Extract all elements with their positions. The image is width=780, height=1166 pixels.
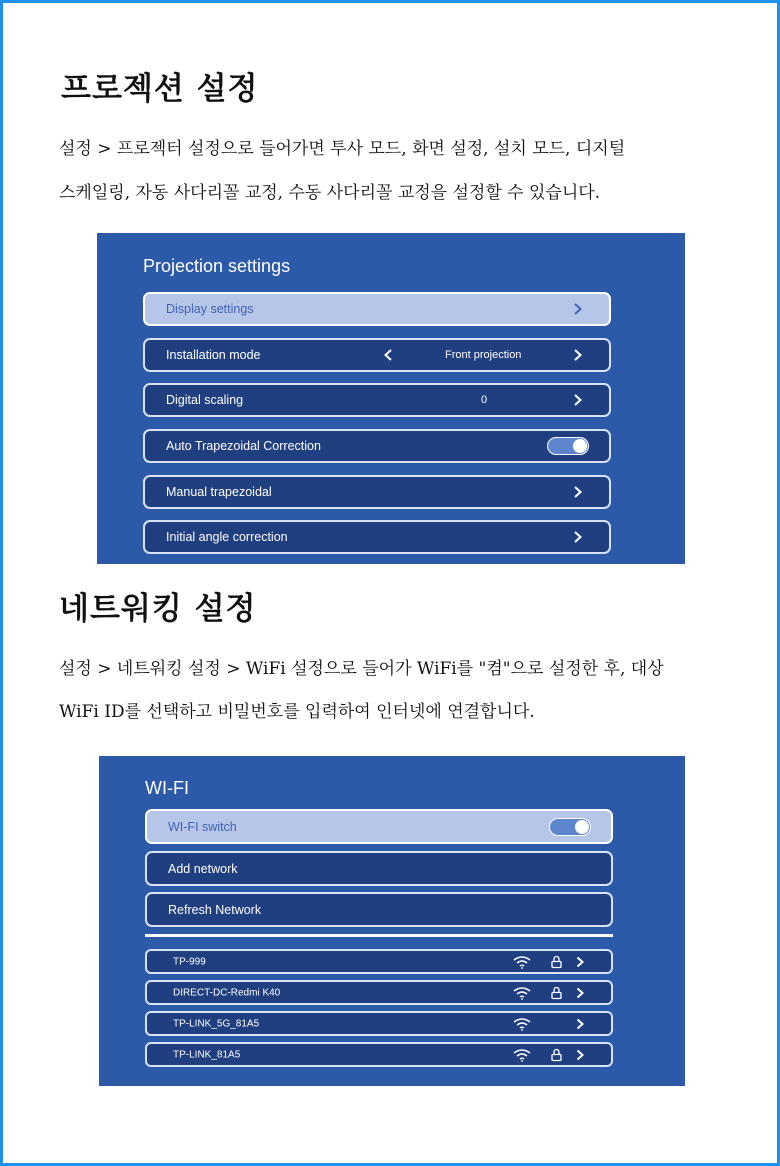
chevron-right-icon xyxy=(575,987,585,999)
chevron-right-icon[interactable] xyxy=(572,349,583,362)
lock-icon xyxy=(551,986,562,999)
projection-heading: 프로젝션 설정 xyxy=(61,71,259,107)
toggle-knob xyxy=(573,439,587,453)
installation-mode-value: Front projection xyxy=(445,349,522,361)
chevron-right-icon xyxy=(572,531,583,544)
wifi-ssid: TP-LINK_81A5 xyxy=(173,1049,241,1060)
wifi-ssid: TP-LINK_5G_81A5 xyxy=(173,1018,260,1029)
initial-angle-item[interactable] xyxy=(143,520,611,554)
initial-angle-label: Initial angle correction xyxy=(166,530,288,544)
display-settings-label: Display settings xyxy=(166,302,254,316)
installation-mode-item[interactable] xyxy=(143,338,611,372)
wifi-switch-toggle[interactable] xyxy=(549,818,591,836)
auto-trapezoidal-item[interactable] xyxy=(143,429,611,463)
wifi-switch-item[interactable] xyxy=(145,809,613,844)
wifi-ssid: TP-999 xyxy=(173,956,206,967)
chevron-right-icon xyxy=(572,303,583,316)
display-settings-item[interactable] xyxy=(143,292,611,326)
digital-scaling-label: Digital scaling xyxy=(166,393,244,407)
networking-description-line1: 설정 > 네트워킹 설정 > WiFi 설정으로 들어가 WiFi를 "켬"으로 설정한 후, 대상 xyxy=(59,659,664,679)
chevron-right-icon xyxy=(575,956,585,968)
wifi-settings-screenshot xyxy=(99,756,685,1086)
wifi-network-row[interactable] xyxy=(145,1011,613,1036)
wifi-signal-icon xyxy=(513,986,531,1000)
wifi-signal-icon xyxy=(513,1017,531,1031)
projection-settings-screenshot xyxy=(97,233,685,564)
toggle-knob xyxy=(575,820,589,834)
projection-description-line2: 스케일링, 자동 사다리꼴 교정, 수동 사다리꼴 교정을 설정할 수 있습니다. xyxy=(59,183,601,203)
lock-icon xyxy=(551,955,562,968)
lock-icon xyxy=(551,1048,562,1061)
wifi-network-row[interactable] xyxy=(145,1042,613,1067)
projection-settings-title: Projection settings xyxy=(143,256,291,276)
wifi-signal-icon xyxy=(513,1048,531,1062)
chevron-left-icon[interactable] xyxy=(383,349,394,362)
chevron-right-icon xyxy=(575,1018,585,1030)
manual-trapezoidal-label: Manual trapezoidal xyxy=(166,485,272,499)
networking-heading: 네트워킹 설정 xyxy=(59,591,257,627)
auto-trapezoidal-toggle[interactable] xyxy=(547,437,589,455)
wifi-network-row[interactable] xyxy=(145,949,613,974)
chevron-right-icon xyxy=(572,394,583,407)
add-network-item[interactable] xyxy=(145,851,613,886)
chevron-right-icon xyxy=(572,486,583,499)
refresh-network-label: Refresh Network xyxy=(168,902,262,917)
projection-description-line1: 설정 > 프로젝터 설정으로 들어가면 투사 모드, 화면 설정, 설치 모드, 디지털 xyxy=(59,139,626,159)
wifi-title: WI-FI xyxy=(145,778,189,798)
wifi-network-row[interactable] xyxy=(145,980,613,1005)
wifi-ssid: DIRECT-DC-Redmi K40 xyxy=(173,987,281,998)
wifi-divider xyxy=(145,934,613,937)
installation-mode-label: Installation mode xyxy=(166,348,261,362)
add-network-label: Add network xyxy=(168,861,238,876)
networking-description-line2: WiFi ID를 선택하고 비밀번호를 입력하여 인터넷에 연결합니다. xyxy=(59,702,535,722)
wifi-signal-icon xyxy=(513,955,531,969)
auto-trapezoidal-label: Auto Trapezoidal Correction xyxy=(166,439,321,453)
manual-trapezoidal-item[interactable] xyxy=(143,475,611,509)
wifi-switch-label: WI-FI switch xyxy=(168,819,237,834)
chevron-right-icon xyxy=(575,1049,585,1061)
refresh-network-item[interactable] xyxy=(145,892,613,927)
digital-scaling-item[interactable] xyxy=(143,383,611,417)
digital-scaling-value: 0 xyxy=(481,394,488,406)
